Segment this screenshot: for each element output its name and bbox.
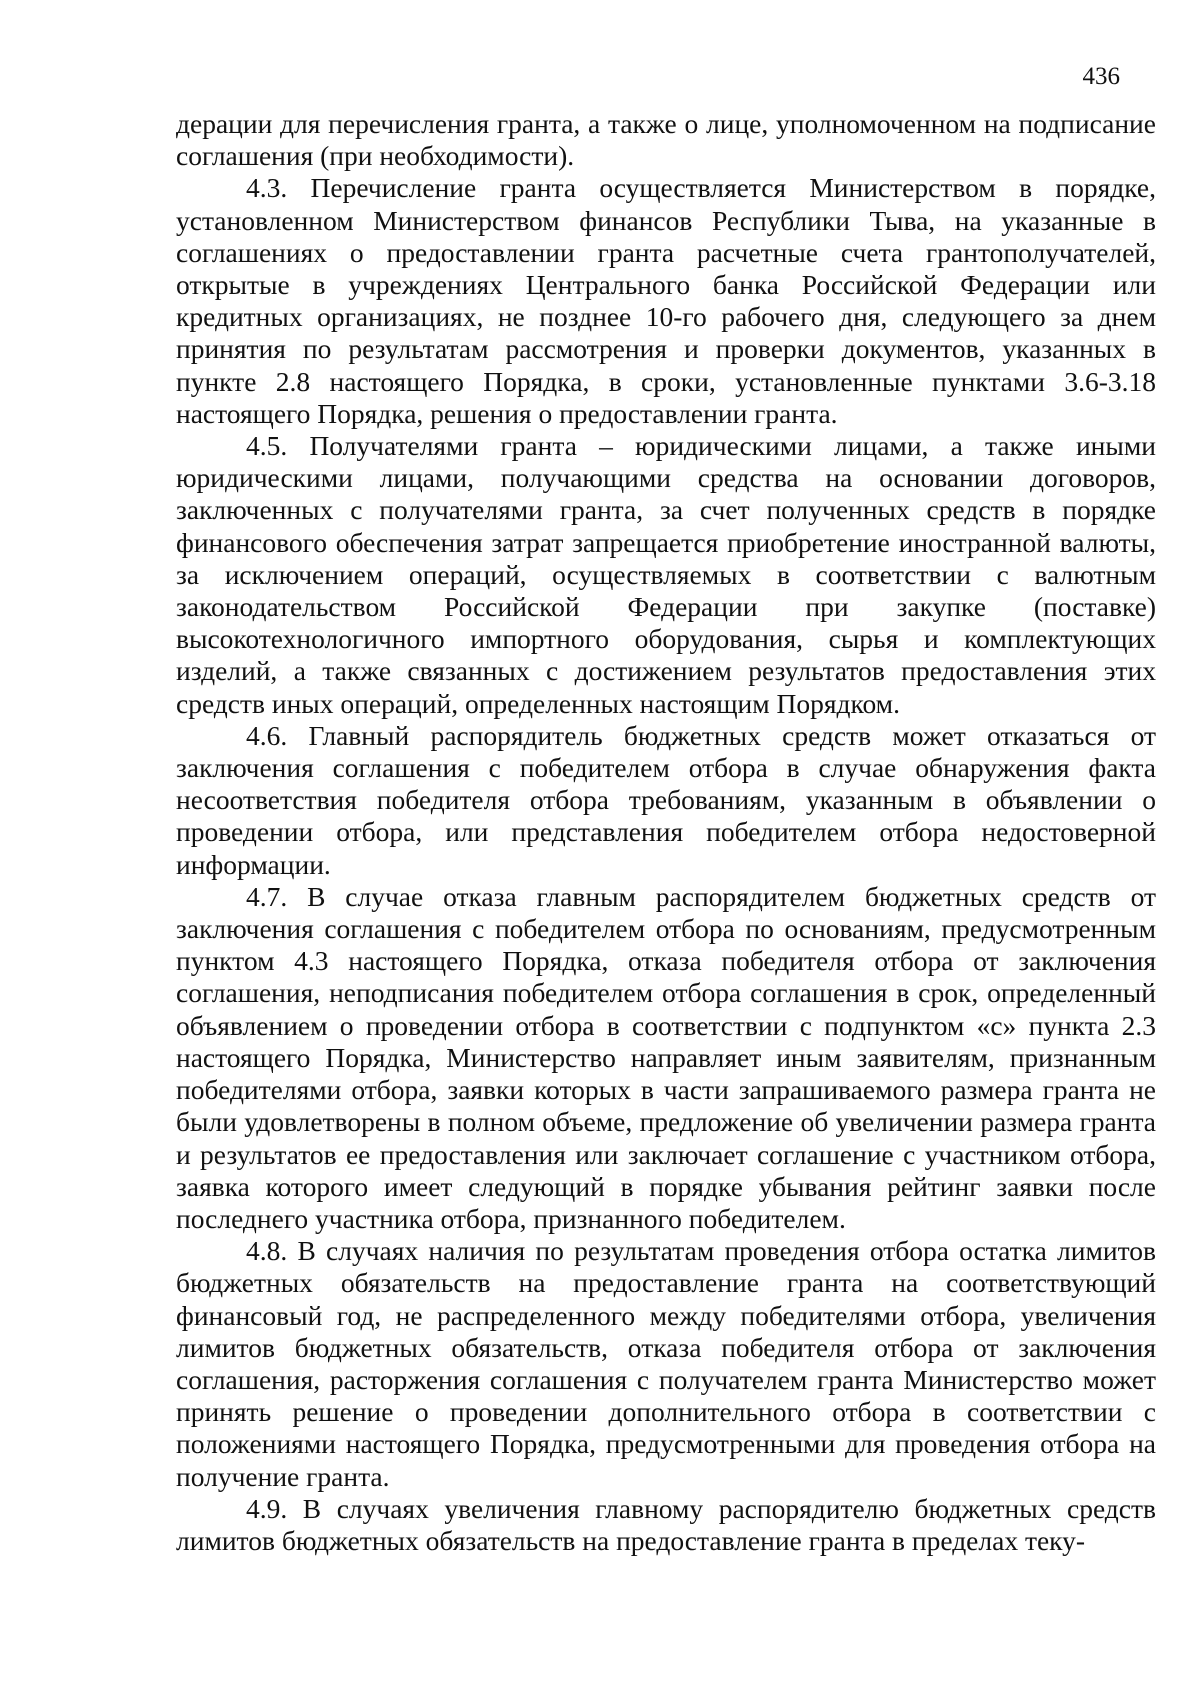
paragraph-continuation: дерации для перечисления гранта, а также о лице, уполномоченном на подписание соглашения (при необходимости). — [176, 108, 1156, 172]
document-body — [176, 108, 1156, 1557]
paragraph-4-9: 4.9. В случаях увеличения главному распорядителю бюджетных средств лимитов бюджетных обязательств на предоставление гранта в пределах теку- — [176, 1492, 1156, 1556]
paragraph-4-6: 4.6. Главный распорядитель бюджетных средств может отказаться от заключения соглашения с победителем отбора в случае обнаружения факта несоответствия победителя отбора требованиям, указанным в объявлении о проведении отбора, или представления победителем отбора недостоверной информации. — [176, 719, 1156, 880]
page-number: 436 — [1082, 63, 1120, 90]
paragraph-4-3: 4.3. Перечисление гранта осуществляется Министерством в порядке, установленном Министерством финансов Республики Тыва, на указанные в соглашениях о предоставлении гранта расчетные счета грантополучателей, открытые в учреждениях Центрального банка Российской Федерации или кредитных организациях, не позднее 10-го рабочего дня, следующего за днем принятия по результатам рассмотрения и проверки документов, указанных в пункте 2.8 настоящего Порядка, в сроки, установленные пунктами 3.6-3.18 настоящего Порядка, решения о предоставлении гранта. — [176, 172, 1156, 429]
paragraph-4-8: 4.8. В случаях наличия по результатам проведения отбора остатка лимитов бюджетных обязательств на предоставление гранта на соответствующий финансовый год, не распределенного между победителями отбора, увеличения лимитов бюджетных обязательств, отказа победителя отбора от заключения соглашения, расторжения соглашения с получателем гранта Министерство может принять решение о проведении дополнительного отбора в соответствии с положениями настоящего Порядка, предусмотренными для проведения отбора на получение гранта. — [176, 1235, 1156, 1492]
paragraph-4-7: 4.7. В случае отказа главным распорядителем бюджетных средств от заключения соглашения с победителем отбора по основаниям, предусмотренным пунктом 4.3 настоящего Порядка, отказа победителя отбора от заключения соглашения, неподписания победителем отбора соглашения в срок, определенный объявлением о проведении отбора в соответствии с подпунктом «с» пункта 2.3 настоящего Порядка, Министерство направляет иным заявителям, признанным победителями отбора, заявки которых в части запрашиваемого размера гранта не были удовлетворены в полном объеме, предложение об увеличении размера гранта и результатов ее предоставления или заключает соглашение с участником отбора, заявка которого имеет следующий в порядке убывания рейтинг заявки после последнего участника отбора, признанного победителем. — [176, 880, 1156, 1234]
paragraph-4-5: 4.5. Получателями гранта – юридическими лицами, а также иными юридическими лицами, получающими средства на основании договоров, заключенных с получателями гранта, за счет полученных средств в порядке финансового обеспечения затрат запрещается приобретение иностранной валюты, за исключением операций, осуществляемых в соответствии с валютным законодательством Российской Федерации при закупке (поставке) высокотехнологичного импортного оборудования, сырья и комплектующих изделий, а также связанных с достижением результатов предоставления этих средств иных операций, определенных настоящим Порядком. — [176, 430, 1156, 719]
